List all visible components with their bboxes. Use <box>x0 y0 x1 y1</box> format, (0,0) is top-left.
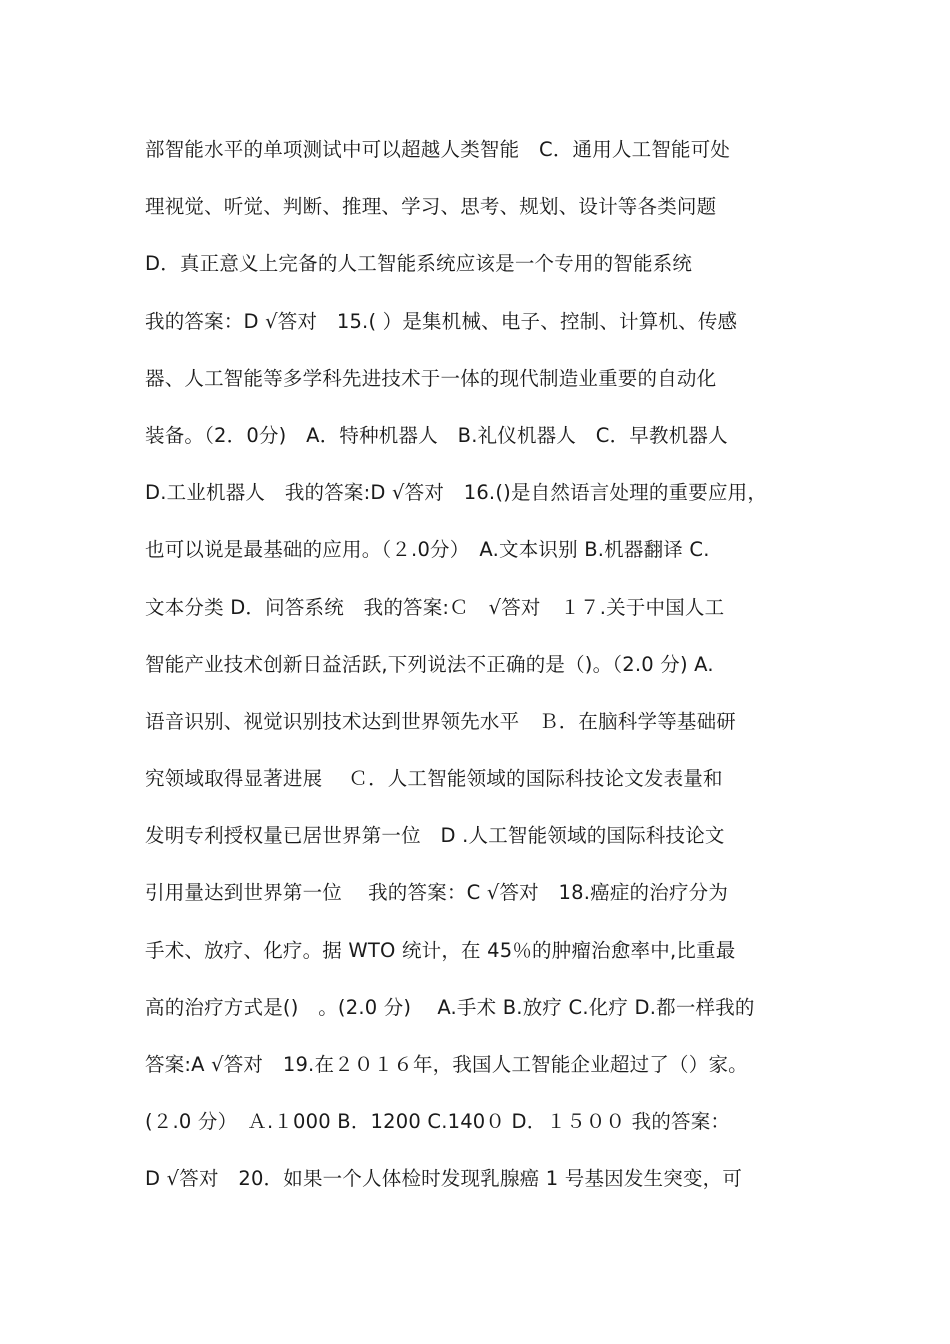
text-line: 装备。（2．0分) A．特种机器人 B.礼仪机器人 C．早教机器人 <box>145 423 728 447</box>
text-line: 语音识别、视觉识别技术达到世界领先水平 Ｂ．在脑科学等基础研 <box>145 709 737 733</box>
text-line: 我的答案：D √答对 15.( ）是集机械、电子、控制、计算机、传感 <box>145 309 738 333</box>
document-body <box>145 128 825 1215</box>
text-line: 文本分类 D．问答系统 我的答案:Ｃ √答对 １７.关于中国人工 <box>145 595 725 619</box>
text-line: D √答对 20．如果一个人体检时发现乳腺癌 1 号基因发生突变，可 <box>145 1167 743 1191</box>
text-line: 器、人工智能等多学科先进技术于一体的现代制造业重要的自动化 <box>145 366 717 390</box>
text-line: 高的治疗方式是() 。(2.0 分) A.手术 B.放疗 C.化疗 D.都一样我的 <box>145 995 755 1019</box>
text-line: 部智能水平的单项测试中可以超越人类智能 C．通用人工智能可处 <box>145 138 731 161</box>
text-line: 也可以说是最基础的应用。（２.0分） A.文本识别 B.机器翻译 C. <box>145 538 710 562</box>
text-line: 手术、放疗、化疗。据 WTO 统计，在 45％的肿瘤治愈率中,比重最 <box>145 938 736 962</box>
text-line: D．真正意义上完备的人工智能系统应该是一个专用的智能系统 <box>145 252 693 276</box>
text-line: 理视觉、听觉、判断、推理、学习、思考、规划、设计等各类问题 <box>145 195 717 219</box>
text-line: 引用量达到世界第一位 我的答案：C √答对 18.癌症的治疗分为 <box>145 881 729 905</box>
text-line: 答案:A √答对 19.在２０１６年，我国人工智能企业超过了（）家。 <box>145 1053 748 1076</box>
text-line: 发明专利授权量已居世界第一位 D .人工智能领域的国际科技论文 <box>145 824 725 848</box>
text-line: D.工业机器人 我的答案:D √答对 16.()是自然语言处理的重要应用， <box>145 481 768 505</box>
text-line: 智能产业技术创新日益活跃,下列说法不正确的是（)。（2.0 分) A. <box>145 652 714 676</box>
text-line: (２.0 分） Ａ.１000 B．1200 C.140０ D．１５００ 我的答案： <box>145 1110 731 1134</box>
text-line: 究领域取得显著进展 Ｃ．人工智能领域的国际科技论文发表量和 <box>145 767 723 791</box>
